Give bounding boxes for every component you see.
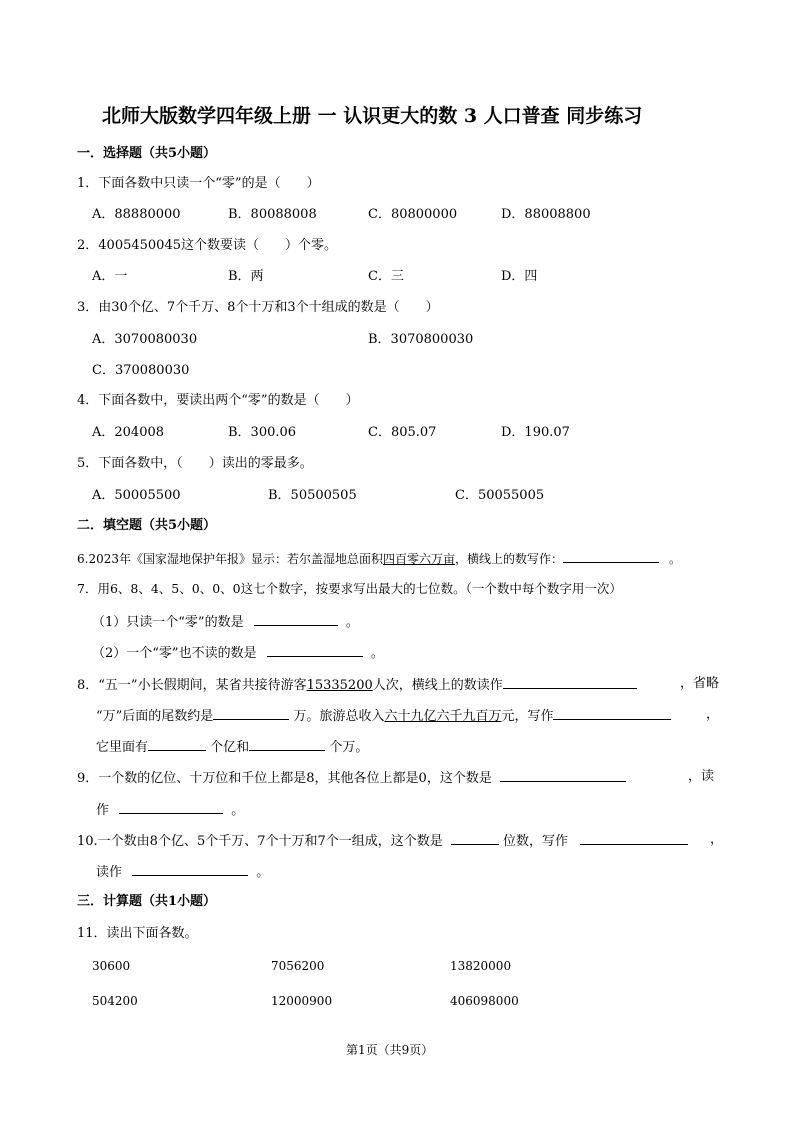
q10-line2 <box>96 863 269 881</box>
q6-line <box>77 550 681 567</box>
q11-number: 406098000 <box>450 994 519 1008</box>
q8-approx-blank[interactable] <box>213 707 289 720</box>
q1-option-a: A．88880000 <box>92 207 181 222</box>
q11-number: 12000900 <box>271 994 333 1008</box>
q10-line1-end: ， <box>710 832 724 847</box>
q8-text-c: “万”后面的尾数约是 <box>96 709 214 724</box>
q9-text: 9．一个数的亿位、十万位和千位上都是8，其他各位上都是0，这个数是 <box>77 771 492 786</box>
q10-end: 。 <box>256 865 270 880</box>
q1-option-d: D．88008800 <box>501 207 591 222</box>
q6-text-pre: 6.2023年《国家湿地保护年报》显示：若尔盖湿地总面积 <box>77 552 383 566</box>
q8-text-g: 个亿和 <box>210 740 250 755</box>
q4-option-a: A．204008 <box>92 425 165 440</box>
q7-stem: 7．用6、8、4、5、0、0、0这七个数字，按要求写出最大的七位数。（一个数中每个数字用一次） <box>77 581 622 596</box>
q5-option-c: C．50055005 <box>455 488 545 503</box>
q4-option-b: B．300.06 <box>228 425 297 440</box>
q3-option-c: C．370080030 <box>92 363 190 378</box>
q9-end: 。 <box>231 803 245 818</box>
q8-text-e: 元，写作 <box>501 709 554 724</box>
q10-read-blank[interactable] <box>132 863 248 876</box>
q6-answer-blank[interactable] <box>563 550 659 563</box>
section-calculation: 三．计算题（共1小题） <box>77 894 217 909</box>
q6-underlined: 四百零六万亩 <box>383 552 456 566</box>
q8-text-d: 万。旅游总收入 <box>293 709 385 724</box>
page-footer: 第1页（共9页） <box>346 1043 434 1057</box>
q11-number: 7056200 <box>271 959 325 973</box>
q8-line1-end: ，省略 <box>680 676 720 691</box>
q9-line1-end: ，读 <box>688 769 715 784</box>
q8-line2 <box>96 707 671 725</box>
q1-stem: 1．下面各数中只读一个“零”的是（ ） <box>77 176 320 191</box>
q8-income: 六十九亿六千九百万 <box>384 709 502 724</box>
q7-part1-text: （1）只读一个“零”的数是 <box>92 615 244 630</box>
q8-line3 <box>96 738 368 756</box>
q11-number: 13820000 <box>450 959 512 973</box>
q7-part1-end: 。 <box>345 615 359 630</box>
q10-read-label: 读作 <box>96 865 123 880</box>
q7-part2 <box>92 644 384 662</box>
q4-stem: 4．下面各数中，要读出两个“零”的数是（ ） <box>77 393 359 408</box>
q2-option-d: D．四 <box>501 269 538 284</box>
q9-line2 <box>96 801 244 819</box>
q2-option-a: A．一 <box>92 269 128 284</box>
section-choice: 一．选择题（共5小题） <box>77 146 217 161</box>
q7-part1-blank[interactable] <box>254 613 338 626</box>
q11-stem: 11．读出下面各数。 <box>77 926 198 941</box>
q9-read-blank[interactable] <box>119 801 223 814</box>
q5-option-b: B．50500505 <box>268 488 357 503</box>
q8-visitors: 15335200 <box>306 678 373 693</box>
q9-read-label: 作 <box>96 803 110 818</box>
q6-end: 。 <box>669 552 682 566</box>
q9-number-blank[interactable] <box>500 769 626 782</box>
q10-text: 10.一个数由8个亿、5个千万、7个十万和7个一组成，这个数是 <box>77 834 443 849</box>
q10-text-mid: 位数，写作 <box>503 834 569 849</box>
q5-stem: 5．下面各数中，（ ）读出的零最多。 <box>77 456 313 471</box>
q1-option-c: C．80800000 <box>368 207 458 222</box>
q5-option-a: A．50005500 <box>92 488 181 503</box>
q10-line1 <box>77 832 688 850</box>
q4-option-d: D．190.07 <box>501 425 570 440</box>
q7-part2-text: （2）一个“零”也不读的数是 <box>92 646 257 661</box>
q8-text-b: 人次，横线上的数读作 <box>372 678 503 693</box>
q8-write-blank[interactable] <box>553 707 671 720</box>
q8-text-f: 它里面有 <box>96 740 149 755</box>
q11-number: 30600 <box>92 959 131 973</box>
q8-wan-blank[interactable] <box>249 738 325 751</box>
q3-stem: 3．由30个亿、7个千万、8个十万和3个十组成的数是（ ） <box>77 300 439 315</box>
q6-text-post: ，横线上的数写作： <box>455 552 564 566</box>
q7-part2-end: 。 <box>370 646 384 661</box>
q8-text-a: 8．“五一”小长假期间，某省共接待游客 <box>77 678 307 693</box>
q2-option-c: C．三 <box>368 269 404 284</box>
q3-option-b: B．3070800030 <box>368 332 474 347</box>
q7-part2-blank[interactable] <box>267 644 363 657</box>
q8-read-blank[interactable] <box>503 676 637 689</box>
q2-option-b: B．两 <box>228 269 264 284</box>
q9-line1 <box>77 769 626 787</box>
q2-stem: 2．4005450045这个数要读（ ）个零。 <box>77 238 337 253</box>
q10-digits-blank[interactable] <box>451 832 499 845</box>
q8-yi-blank[interactable] <box>148 738 206 751</box>
q8-line1 <box>77 676 637 694</box>
section-fill-blank: 二．填空题（共5小题） <box>77 518 217 533</box>
page-title: 北师大版数学四年级上册 一 认识更大的数 3 人口普查 同步练习 <box>102 105 643 127</box>
q10-write-blank[interactable] <box>580 832 688 845</box>
q3-option-a: A．3070080030 <box>92 332 198 347</box>
q11-number: 504200 <box>92 994 138 1008</box>
q1-option-b: B．80088008 <box>228 207 317 222</box>
q8-text-h: 个万。 <box>329 740 369 755</box>
q4-option-c: C．805.07 <box>368 425 437 440</box>
q8-line2-end: ， <box>706 707 720 722</box>
q7-part1 <box>92 613 359 631</box>
